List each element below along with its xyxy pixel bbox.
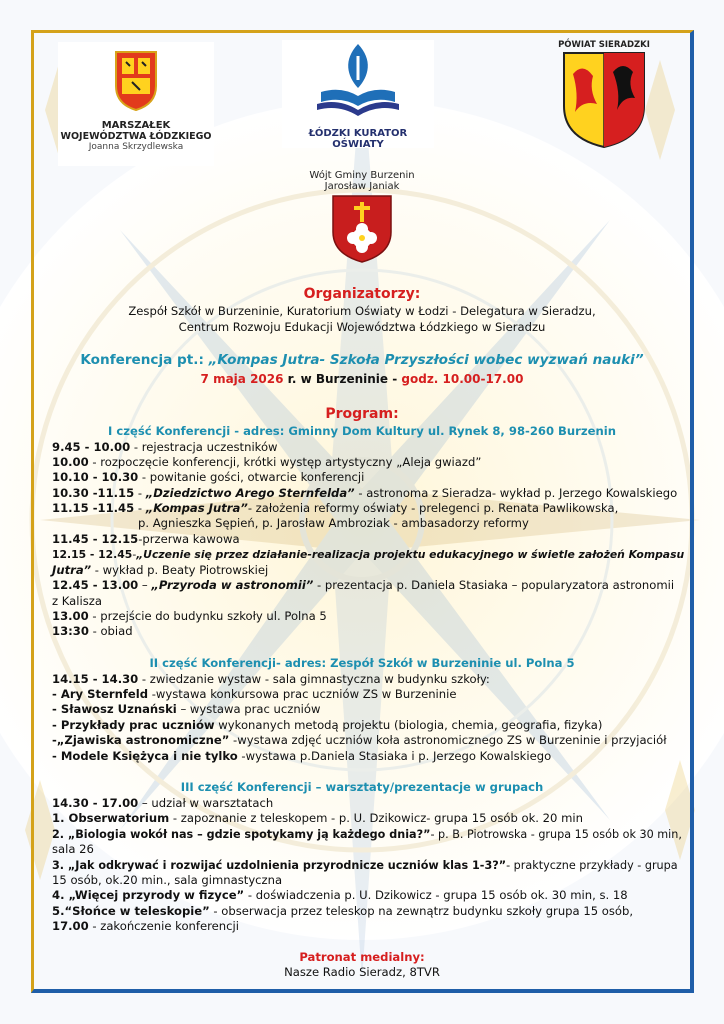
part1-row: 12.45 - 13.00 – „Przyroda w astronomii” - prezentacja p. Daniela Stasiaka – popularyzatora astronomii [52, 578, 675, 592]
part1-row: z Kalisza [52, 594, 102, 608]
powiat-logo [556, 40, 652, 156]
part1-row: 12.15 - 12.45-„Uczenie się przez działanie-realizacja projektu edukacyjnego w świetle założeń Kompasu [52, 548, 685, 561]
conference-name: „Kompas Jutra- Szkoła Przyszłości wobec wyzwań nauki” [208, 352, 644, 368]
part3-row: 1. Obserwatorium - zapoznanie z teleskopem - p. U. Dzikowicz- grupa 15 osób ok. 20 min [52, 811, 583, 825]
part2-heading: II część Konferencji- adres: Zespół Szkół w Burzeninie ul. Polna 5 [149, 656, 575, 670]
part2-row: -„Zjawiska astronomiczne” -wystawa zdjęć uczniów koła astronomicznego ZS w Burzeninie i przyjaciół [52, 733, 667, 747]
part1-row: 11.15 -11.45 - „Kompas Jutra”- założenia reformy oświaty - prelegenci p. Renata Pawlikowska, [52, 501, 619, 515]
kurator-label: ŁÓDZKI KURATOR OŚWIATY [308, 128, 408, 150]
book-pen-icon [313, 42, 403, 118]
conference-date: 7 maja 2026 [200, 372, 284, 386]
part1-row: 9.45 - 10.00 - rejestracja uczestników [52, 440, 278, 454]
part3-row: 3. „Jak odkrywać i rozwijać uzdolnienia przyrodnicze uczniów klas 1-3?”- praktyczne przykłady - grupa [52, 859, 678, 872]
part3-row: 5.“Słońce w teleskopie” - obserwacja przez teleskop na zewnątrz budynku szkoły grupa 15 osób, [52, 904, 634, 918]
part1-row: 13.00 - przejście do budynku szkoły ul. Polna 5 [52, 609, 327, 623]
part1-row: 10.30 -11.15 - „Dziedzictwo Arego Sternfelda” - astronoma z Sieradza- wykład p. Jerzego Kowalskiego [52, 486, 678, 500]
part3-row: 4. „Więcej przyrody w fizyce” - doświadczenia p. U. Dzikowicz - grupa 15 osób ok. 30 min, s. 18 [52, 888, 628, 902]
marszalek-line2: WOJEWÓDZTWA ŁÓDZKIEGO [60, 131, 212, 142]
part3-row: 2. „Biologia wokół nas – gdzie spotykamy ją każdego dnia?”- p. B. Piotrowska - grupa 15 osób ok 30 min, [52, 828, 682, 841]
part3-row: 17.00 - zakończenie konferencji [52, 919, 239, 933]
part2-row: - Ary Sternfeld -wystawa konkursowa prac uczniów ZS w Burzeninie [52, 687, 457, 701]
wojt-line2: Jarosław Janiak [324, 181, 400, 192]
conference-r: r. [283, 372, 297, 386]
part2-row: - Przykłady prac uczniów wykonanych metodą projektu (biologia, chemia, geografia, fizyka) [52, 718, 603, 732]
part1-row: Jutra” - wykład p. Beaty Piotrowskiej [52, 563, 269, 577]
patronage-heading: Patronat medialny: [299, 950, 425, 964]
conference-place: w Burzeninie - [296, 372, 402, 386]
part1-row: 10.00 - rozpoczęcie konferencji, krótki występ artystyczny „Aleja gwiazd” [52, 455, 482, 469]
marszalek-line1: MARSZAŁEK [101, 120, 171, 131]
part1-row: 11.45 - 12.15-przerwa kawowa [52, 532, 240, 546]
part1-row: 13:30 - obiad [52, 624, 133, 638]
part2-row: - Modele Księżyca i nie tylko -wystawa p.Daniela Stasiaka i p. Jerzego Kowalskiego [52, 749, 552, 763]
conference-title [0, 352, 724, 368]
part3-row: 14.30 - 17.00 – udział w warsztatach [52, 796, 274, 810]
part2-row: 14.15 - 14.30 - zwiedzanie wystaw - sala gimnastyczna w budynku szkoły: [52, 672, 490, 686]
conference-date-line [0, 372, 724, 386]
powiat-coat-of-arms-icon [561, 50, 647, 150]
part1-row: p. Agnieszka Sępień, p. Jarosław Ambroziak - ambasadorzy reformy [138, 516, 529, 530]
wojt-logo [282, 170, 442, 270]
kurator-logo [282, 40, 434, 148]
part1-row: 10.10 - 10.30 - powitanie gości, otwarcie konferencji [52, 470, 365, 484]
program-heading: Program: [325, 406, 399, 422]
organizers-line2: Centrum Rozwoju Edukacji Województwa Łódzkiego w Sieradzu [178, 320, 546, 334]
marszalek-line3: Joanna Skrzydlewska [88, 142, 184, 152]
powiat-label: PÓWIAT SIERADZKI [558, 40, 650, 50]
marszalek-logo [58, 42, 214, 166]
conference-hours: godz. 10.00-17.00 [401, 372, 524, 386]
part1-heading: I część Konferencji - adres: Gminny Dom Kultury ul. Rynek 8, 98-260 Burzenin [108, 424, 616, 438]
organizers-line1: Zespół Szkół w Burzeninie, Kuratorium Oświaty w Łodzi - Delegatura w Sieradzu, [128, 304, 596, 318]
organizers-heading: Organizatorzy: [303, 286, 421, 302]
burzenin-coat-of-arms-icon [331, 194, 393, 264]
lodzkie-coat-of-arms-icon [114, 50, 158, 112]
part3-row: sala 26 [52, 842, 94, 856]
part3-heading: III część Konferencji – warsztaty/prezentacje w grupach [180, 780, 544, 794]
wojt-line1: Wójt Gminy Burzenin [309, 170, 415, 181]
conference-prefix: Konferencja pt.: [80, 352, 209, 368]
patronage-text: Nasze Radio Sieradz, 8TVR [284, 965, 440, 979]
part3-row: 15 osób, ok.20 min., sala gimnastyczna [52, 873, 283, 887]
part2-row: - Sławosz Uznański – wystawa prac uczniów [52, 702, 321, 716]
